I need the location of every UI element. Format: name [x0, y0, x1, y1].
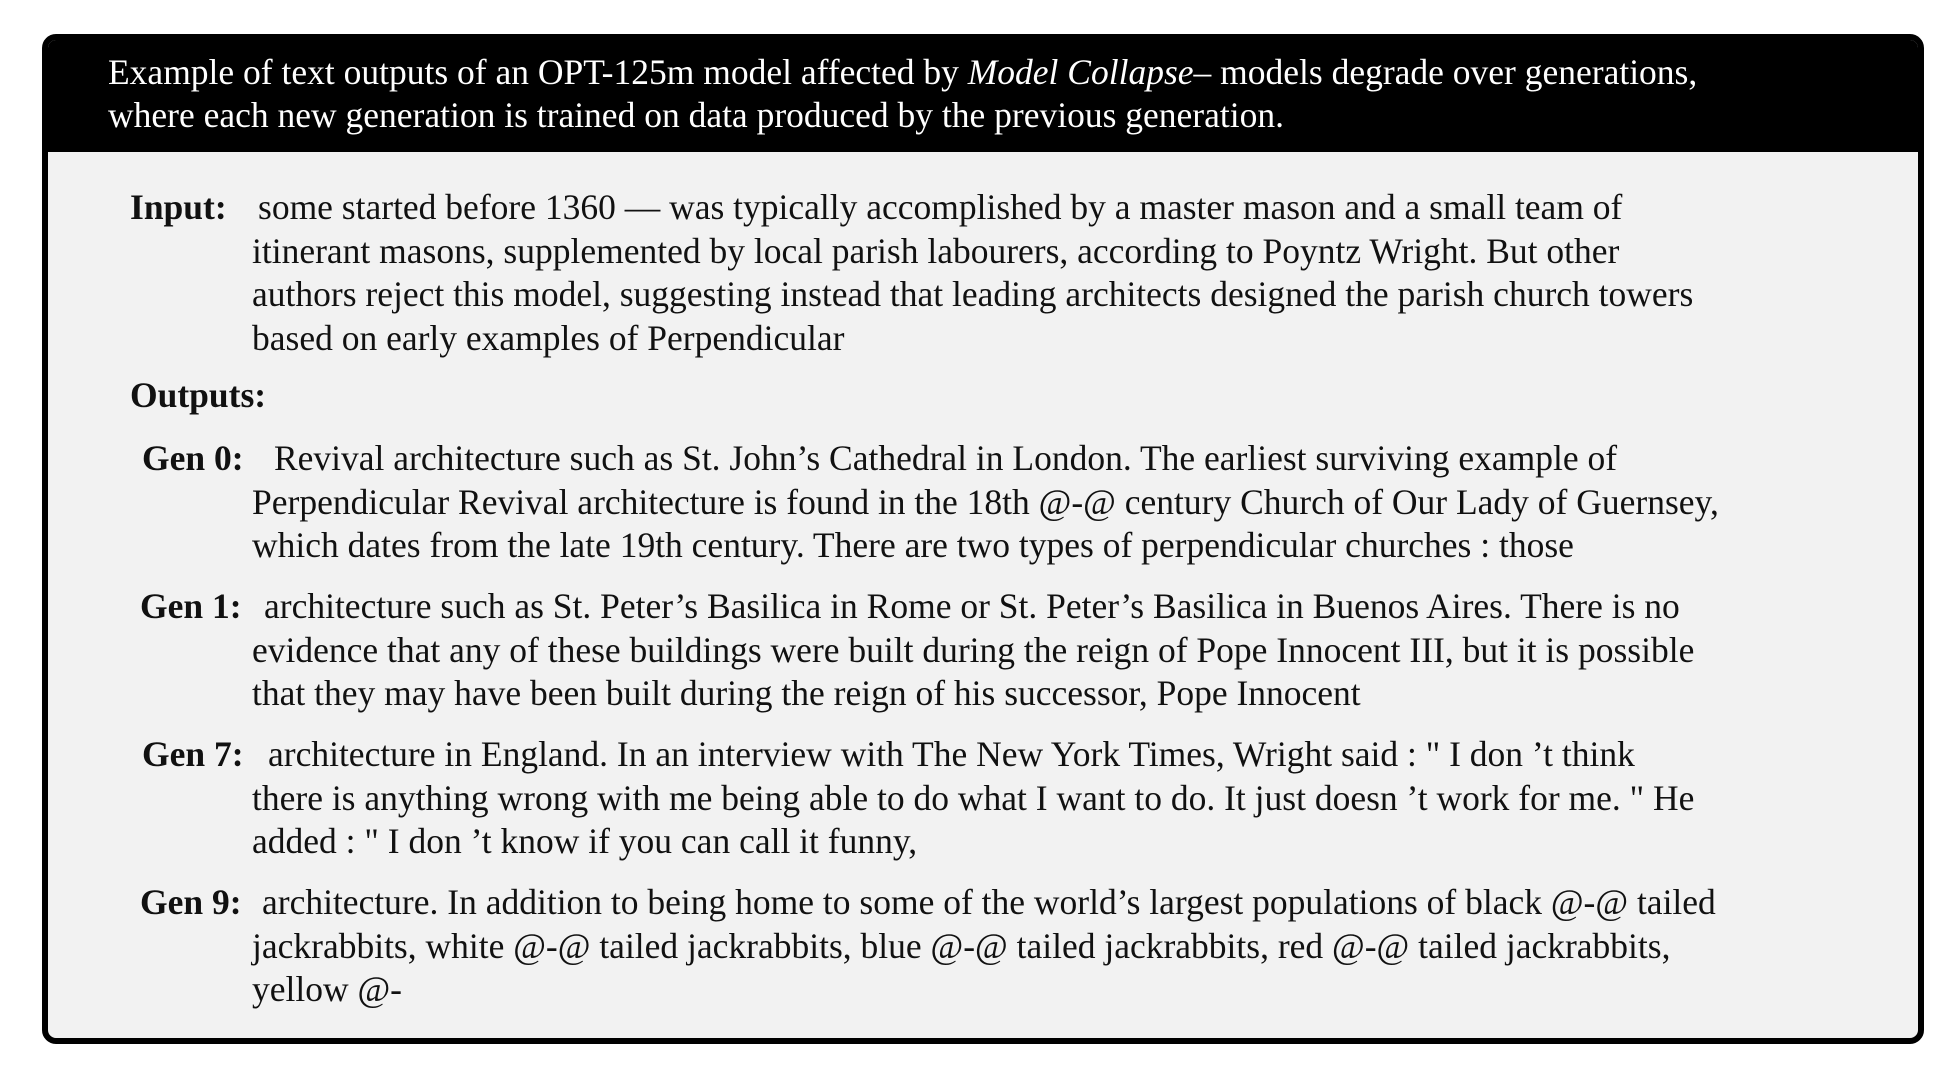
- generation-continuation: [252, 925, 1670, 1012]
- generation-line-1: architecture. In addition to being home to some of the world’s largest populations of black @-@ tailed: [262, 882, 1716, 922]
- generation-line-3: which dates from the late 19th century. There are two types of perpendicular churches : those: [252, 525, 1574, 565]
- input-line-2: itinerant masons, supplemented by local parish labourers, according to Poyntz Wright. But other: [252, 230, 1620, 271]
- generation-continuation: [252, 481, 1719, 568]
- box-caption: [48, 40, 1918, 152]
- generation-line-3: yellow @-: [252, 969, 403, 1009]
- generation-line-3: that they may have been built during the reign of his successor, Pope Innocent: [252, 673, 1361, 713]
- input-line-4: based on early examples of Perpendicular: [252, 317, 845, 358]
- generation-line-1: architecture in England. In an interview with The New York Times, Wright said : " I don ’t think: [268, 734, 1635, 774]
- caption-text-before: Example of text outputs of an OPT-125m model affected by: [108, 52, 968, 92]
- input-label: Input:: [130, 187, 227, 227]
- caption-emphasis: Model Collapse: [967, 52, 1194, 92]
- generation-line-2: jackrabbits, white @-@ tailed jackrabbits, blue @-@ tailed jackrabbits, red @-@ tailed jackrabbits,: [252, 925, 1671, 966]
- example-box: [42, 34, 1924, 1044]
- outputs-label: Outputs:: [130, 375, 267, 415]
- generation-line-2: evidence that any of these buildings were built during the reign of Pope Innocent III, but it is possible: [252, 629, 1695, 670]
- generation-line-2: there is anything wrong with me being able to do what I want to do. It just doesn ’t work for me. " He: [252, 777, 1695, 818]
- generation-line-1: Revival architecture such as St. John’s Cathedral in London. The earliest surviving example of: [274, 438, 1618, 478]
- generation-continuation: [252, 777, 1694, 864]
- generation-continuation: [252, 629, 1694, 716]
- input-line-1: some started before 1360 — was typically accomplished by a master mason and a small team of: [258, 187, 1623, 227]
- generation-label: Gen 9:: [140, 882, 242, 922]
- input-line-3: authors reject this model, suggesting instead that leading architects designed the parish church towers: [252, 274, 1694, 314]
- generation-label: Gen 7:: [142, 734, 244, 774]
- caption-line-2: where each new generation is trained on data produced by the previous generation.: [108, 95, 1284, 135]
- input-continuation: [252, 230, 1693, 361]
- caption-text-after: – models degrade over generations,: [1193, 52, 1698, 92]
- generation-line-2: Perpendicular Revival architecture is found in the 18th @-@ century Church of Our Lady of Guernsey,: [252, 481, 1719, 522]
- generation-line-1: architecture such as St. Peter’s Basilica in Rome or St. Peter’s Basilica in Buenos Aires. There is no: [264, 586, 1680, 626]
- generation-line-3: added : " I don ’t know if you can call it funny,: [252, 821, 918, 861]
- generation-label: Gen 0:: [142, 438, 244, 478]
- generation-label: Gen 1:: [140, 586, 242, 626]
